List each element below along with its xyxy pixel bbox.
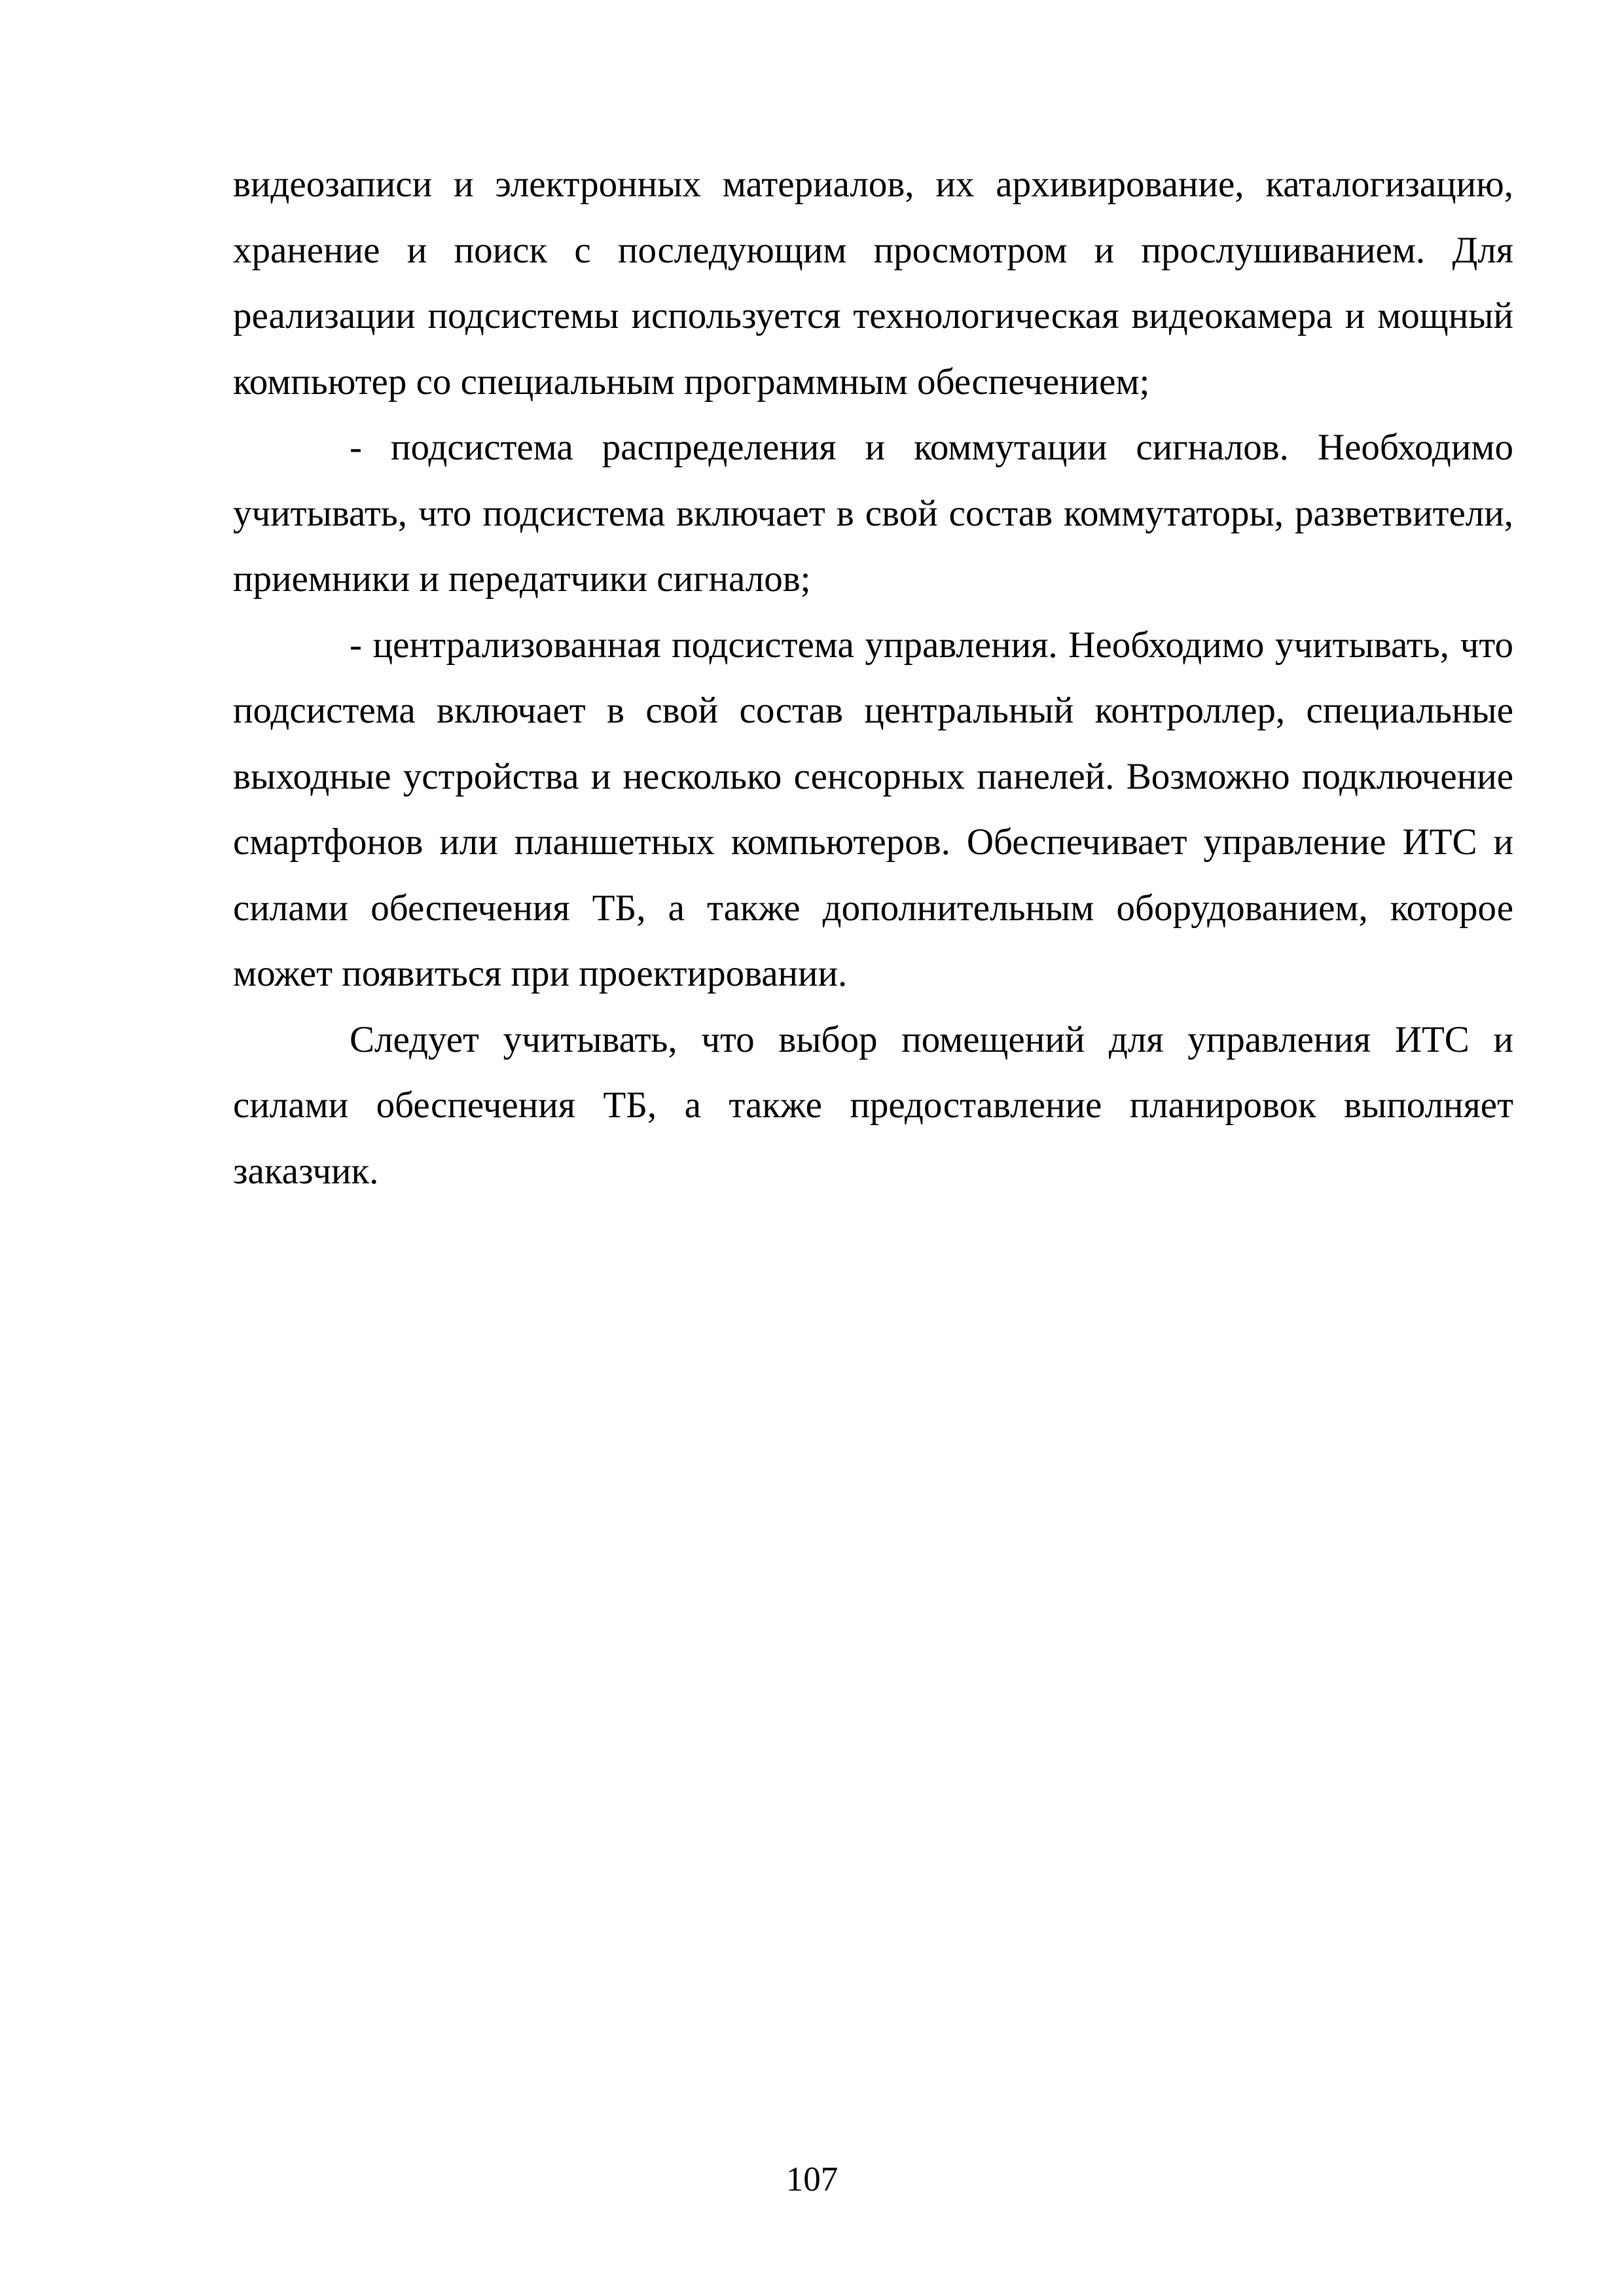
paragraph-customer-responsibility: Следует учитывать, что выбор помещений для управления ИТС и силами обеспечения ТБ, а также предоставление планировок выполняет заказчик.	[233, 1018, 1513, 1192]
paragraph-control-subsystem: - централизованная подсистема управления. Необходимо учитывать, что подсистема включает в свой состав центральный контроллер, специальные выходные устройства и несколько сенсорных панелей. Возможно подключение смартфонов или планшетных компьютеров. Обеспечивает управление ИТС и силами обеспечения ТБ, а также дополнительным оборудованием, которое может появиться при проектировании.	[233, 624, 1513, 994]
paragraph-signal-distribution: - подсистема распределения и коммутации сигналов. Необходимо учитывать, что подсистема включает в свой состав коммутаторы, разветвители, приемники и передатчики сигналов;	[233, 427, 1513, 600]
body-text	[233, 152, 1513, 1204]
page-number: 107	[785, 2161, 839, 2198]
paragraph-video-archive: видеозаписи и электронных материалов, их архивирование, каталогизацию, хранение и поиск с последующим просмотром и прослушиванием. Для реализации подсистемы используется технологическая видеокамера и мощный компьютер со специальным программным обеспечением;	[233, 164, 1513, 403]
